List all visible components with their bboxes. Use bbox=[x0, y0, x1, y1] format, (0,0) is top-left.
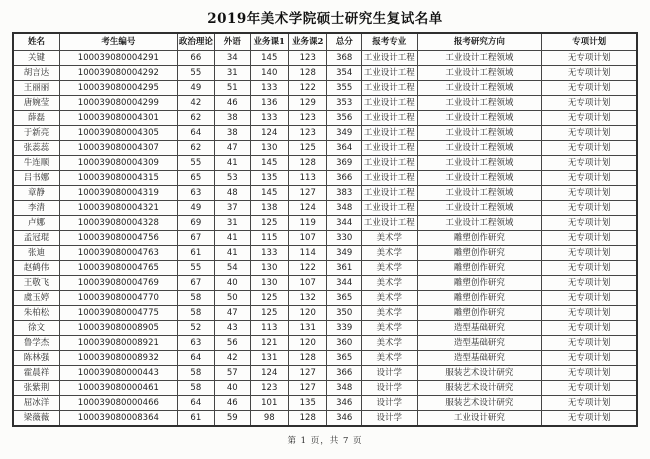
cell-candidate-id: 100039080008905 bbox=[60, 321, 178, 336]
cell-total-score: 344 bbox=[327, 276, 361, 291]
table-row bbox=[13, 291, 637, 306]
cell-course1-score: 140 bbox=[250, 66, 288, 81]
cell-total-score: 346 bbox=[327, 411, 361, 427]
cell-total-score: 330 bbox=[327, 231, 361, 246]
page-number: 第 1 页，共 7 页 bbox=[287, 436, 363, 446]
cell-name: 牛连顺 bbox=[13, 156, 60, 171]
cell-politics-score: 58 bbox=[177, 291, 214, 306]
cell-politics-score: 64 bbox=[177, 126, 214, 141]
cell-foreign-language-score: 46 bbox=[215, 396, 250, 411]
cell-course1-score: 124 bbox=[250, 366, 288, 381]
column-header-course2-score: 业务课2 bbox=[289, 33, 327, 51]
cell-special-plan: 无专项计划 bbox=[542, 201, 637, 216]
cell-course2-score: 128 bbox=[289, 411, 327, 427]
cell-total-score: 353 bbox=[327, 96, 361, 111]
cell-major: 设计学 bbox=[361, 411, 417, 427]
cell-candidate-id: 100039080004763 bbox=[60, 246, 178, 261]
cell-special-plan: 无专项计划 bbox=[542, 81, 637, 96]
cell-major: 设计学 bbox=[361, 366, 417, 381]
table-row bbox=[13, 201, 637, 216]
cell-major: 工业设计工程 bbox=[361, 81, 417, 96]
table-row bbox=[13, 336, 637, 351]
cell-research-direction: 工业设计工程领域 bbox=[417, 66, 542, 81]
cell-politics-score: 63 bbox=[177, 336, 214, 351]
cell-special-plan: 无专项计划 bbox=[542, 171, 637, 186]
cell-politics-score: 64 bbox=[177, 351, 214, 366]
cell-foreign-language-score: 40 bbox=[215, 276, 250, 291]
cell-major: 工业设计工程 bbox=[361, 171, 417, 186]
cell-name: 章静 bbox=[13, 186, 60, 201]
cell-research-direction: 工业设计工程领域 bbox=[417, 141, 542, 156]
cell-foreign-language-score: 59 bbox=[215, 411, 250, 427]
cell-course2-score: 107 bbox=[289, 231, 327, 246]
column-header-major: 报考专业 bbox=[361, 33, 417, 51]
cell-foreign-language-score: 54 bbox=[215, 261, 250, 276]
cell-foreign-language-score: 47 bbox=[215, 306, 250, 321]
cell-research-direction: 雕塑创作研究 bbox=[417, 231, 542, 246]
cell-politics-score: 52 bbox=[177, 321, 214, 336]
cell-candidate-id: 100039080004775 bbox=[60, 306, 178, 321]
cell-name: 张迪 bbox=[13, 246, 60, 261]
cell-course1-score: 115 bbox=[250, 231, 288, 246]
cell-total-score: 355 bbox=[327, 81, 361, 96]
cell-major: 美术学 bbox=[361, 261, 417, 276]
cell-course2-score: 128 bbox=[289, 351, 327, 366]
results-table bbox=[12, 32, 638, 427]
cell-special-plan: 无专项计划 bbox=[542, 231, 637, 246]
cell-politics-score: 69 bbox=[177, 216, 214, 231]
cell-politics-score: 55 bbox=[177, 261, 214, 276]
cell-course1-score: 136 bbox=[250, 96, 288, 111]
cell-name: 张蕊蕊 bbox=[13, 141, 60, 156]
cell-major: 美术学 bbox=[361, 336, 417, 351]
table-row bbox=[13, 261, 637, 276]
cell-total-score: 349 bbox=[327, 246, 361, 261]
table-row bbox=[13, 411, 637, 427]
cell-major: 设计学 bbox=[361, 396, 417, 411]
cell-course1-score: 145 bbox=[250, 51, 288, 66]
cell-course1-score: 135 bbox=[250, 171, 288, 186]
cell-candidate-id: 100039080004769 bbox=[60, 276, 178, 291]
cell-name: 胡言达 bbox=[13, 66, 60, 81]
cell-total-score: 339 bbox=[327, 321, 361, 336]
cell-politics-score: 49 bbox=[177, 81, 214, 96]
cell-foreign-language-score: 43 bbox=[215, 321, 250, 336]
cell-name: 朱柏松 bbox=[13, 306, 60, 321]
cell-course2-score: 125 bbox=[289, 141, 327, 156]
cell-major: 工业设计工程 bbox=[361, 186, 417, 201]
cell-major: 美术学 bbox=[361, 276, 417, 291]
cell-politics-score: 63 bbox=[177, 186, 214, 201]
cell-politics-score: 67 bbox=[177, 231, 214, 246]
cell-total-score: 360 bbox=[327, 336, 361, 351]
cell-politics-score: 62 bbox=[177, 141, 214, 156]
cell-course2-score: 127 bbox=[289, 366, 327, 381]
cell-total-score: 366 bbox=[327, 171, 361, 186]
table-row bbox=[13, 81, 637, 96]
cell-research-direction: 雕塑创作研究 bbox=[417, 246, 542, 261]
cell-total-score: 346 bbox=[327, 396, 361, 411]
cell-course2-score: 129 bbox=[289, 96, 327, 111]
cell-candidate-id: 100039080008932 bbox=[60, 351, 178, 366]
cell-candidate-id: 100039080004765 bbox=[60, 261, 178, 276]
cell-course2-score: 128 bbox=[289, 66, 327, 81]
results-table-head-row bbox=[13, 33, 637, 51]
table-row bbox=[13, 96, 637, 111]
cell-name: 王丽丽 bbox=[13, 81, 60, 96]
cell-candidate-id: 100039080004307 bbox=[60, 141, 178, 156]
cell-candidate-id: 100039080004756 bbox=[60, 231, 178, 246]
cell-special-plan: 无专项计划 bbox=[542, 411, 637, 427]
cell-major: 工业设计工程 bbox=[361, 111, 417, 126]
cell-special-plan: 无专项计划 bbox=[542, 126, 637, 141]
cell-candidate-id: 100039080004292 bbox=[60, 66, 178, 81]
cell-foreign-language-score: 51 bbox=[215, 81, 250, 96]
cell-course1-score: 133 bbox=[250, 111, 288, 126]
cell-foreign-language-score: 41 bbox=[215, 231, 250, 246]
cell-course2-score: 122 bbox=[289, 81, 327, 96]
cell-special-plan: 无专项计划 bbox=[542, 276, 637, 291]
cell-candidate-id: 100039080008921 bbox=[60, 336, 178, 351]
cell-special-plan: 无专项计划 bbox=[542, 336, 637, 351]
cell-major: 工业设计工程 bbox=[361, 156, 417, 171]
cell-foreign-language-score: 38 bbox=[215, 126, 250, 141]
cell-total-score: 354 bbox=[327, 66, 361, 81]
table-row bbox=[13, 381, 637, 396]
cell-foreign-language-score: 40 bbox=[215, 381, 250, 396]
cell-politics-score: 61 bbox=[177, 246, 214, 261]
cell-research-direction: 雕塑创作研究 bbox=[417, 306, 542, 321]
cell-course2-score: 135 bbox=[289, 396, 327, 411]
cell-course1-score: 130 bbox=[250, 261, 288, 276]
cell-course2-score: 113 bbox=[289, 171, 327, 186]
cell-foreign-language-score: 37 bbox=[215, 201, 250, 216]
results-table-body bbox=[13, 51, 637, 427]
cell-course1-score: 145 bbox=[250, 186, 288, 201]
cell-total-score: 368 bbox=[327, 51, 361, 66]
cell-total-score: 356 bbox=[327, 111, 361, 126]
cell-name: 李清 bbox=[13, 201, 60, 216]
cell-name: 孟冠琨 bbox=[13, 231, 60, 246]
cell-course2-score: 124 bbox=[289, 201, 327, 216]
column-header-candidate-id: 考生编号 bbox=[60, 33, 178, 51]
cell-name: 吕书娜 bbox=[13, 171, 60, 186]
cell-name: 关键 bbox=[13, 51, 60, 66]
table-row bbox=[13, 126, 637, 141]
cell-research-direction: 雕塑创作研究 bbox=[417, 261, 542, 276]
cell-special-plan: 无专项计划 bbox=[542, 291, 637, 306]
cell-course1-score: 130 bbox=[250, 141, 288, 156]
table-row bbox=[13, 111, 637, 126]
cell-course2-score: 120 bbox=[289, 336, 327, 351]
cell-candidate-id: 100039080004321 bbox=[60, 201, 178, 216]
cell-course2-score: 114 bbox=[289, 246, 327, 261]
cell-course1-score: 133 bbox=[250, 246, 288, 261]
cell-research-direction: 工业设计工程领域 bbox=[417, 171, 542, 186]
cell-foreign-language-score: 41 bbox=[215, 156, 250, 171]
cell-research-direction: 工业设计工程领域 bbox=[417, 51, 542, 66]
cell-special-plan: 无专项计划 bbox=[542, 396, 637, 411]
cell-foreign-language-score: 48 bbox=[215, 186, 250, 201]
cell-course2-score: 127 bbox=[289, 381, 327, 396]
cell-total-score: 361 bbox=[327, 261, 361, 276]
cell-major: 美术学 bbox=[361, 321, 417, 336]
cell-politics-score: 49 bbox=[177, 201, 214, 216]
cell-research-direction: 造型基础研究 bbox=[417, 351, 542, 366]
cell-foreign-language-score: 47 bbox=[215, 141, 250, 156]
cell-research-direction: 工业设计研究 bbox=[417, 411, 542, 427]
table-row bbox=[13, 246, 637, 261]
cell-major: 工业设计工程 bbox=[361, 66, 417, 81]
cell-foreign-language-score: 31 bbox=[215, 66, 250, 81]
cell-foreign-language-score: 53 bbox=[215, 171, 250, 186]
cell-course1-score: 121 bbox=[250, 336, 288, 351]
table-row bbox=[13, 171, 637, 186]
cell-politics-score: 58 bbox=[177, 366, 214, 381]
cell-candidate-id: 100039080008364 bbox=[60, 411, 178, 427]
cell-name: 屈冰洋 bbox=[13, 396, 60, 411]
cell-politics-score: 58 bbox=[177, 306, 214, 321]
table-row bbox=[13, 396, 637, 411]
cell-candidate-id: 100039080004328 bbox=[60, 216, 178, 231]
cell-politics-score: 61 bbox=[177, 411, 214, 427]
cell-candidate-id: 100039080004291 bbox=[60, 51, 178, 66]
cell-major: 美术学 bbox=[361, 231, 417, 246]
cell-special-plan: 无专项计划 bbox=[542, 321, 637, 336]
cell-name: 王敬飞 bbox=[13, 276, 60, 291]
cell-candidate-id: 100039080004301 bbox=[60, 111, 178, 126]
cell-course2-score: 132 bbox=[289, 291, 327, 306]
table-row bbox=[13, 66, 637, 81]
cell-name: 陈林强 bbox=[13, 351, 60, 366]
column-header-total-score: 总分 bbox=[327, 33, 361, 51]
cell-research-direction: 工业设计工程领域 bbox=[417, 111, 542, 126]
cell-research-direction: 工业设计工程领域 bbox=[417, 81, 542, 96]
cell-special-plan: 无专项计划 bbox=[542, 156, 637, 171]
cell-name: 张紫荆 bbox=[13, 381, 60, 396]
cell-special-plan: 无专项计划 bbox=[542, 186, 637, 201]
cell-politics-score: 64 bbox=[177, 396, 214, 411]
cell-special-plan: 无专项计划 bbox=[542, 351, 637, 366]
cell-course2-score: 123 bbox=[289, 111, 327, 126]
cell-politics-score: 67 bbox=[177, 276, 214, 291]
cell-special-plan: 无专项计划 bbox=[542, 141, 637, 156]
cell-course2-score: 123 bbox=[289, 126, 327, 141]
cell-foreign-language-score: 46 bbox=[215, 96, 250, 111]
cell-foreign-language-score: 56 bbox=[215, 336, 250, 351]
cell-total-score: 344 bbox=[327, 216, 361, 231]
cell-research-direction: 造型基础研究 bbox=[417, 336, 542, 351]
cell-total-score: 348 bbox=[327, 201, 361, 216]
cell-course1-score: 130 bbox=[250, 276, 288, 291]
cell-name: 徐文 bbox=[13, 321, 60, 336]
cell-candidate-id: 100039080000461 bbox=[60, 381, 178, 396]
cell-foreign-language-score: 34 bbox=[215, 51, 250, 66]
cell-research-direction: 工业设计工程领域 bbox=[417, 186, 542, 201]
cell-course1-score: 138 bbox=[250, 201, 288, 216]
cell-major: 工业设计工程 bbox=[361, 96, 417, 111]
cell-course1-score: 145 bbox=[250, 156, 288, 171]
cell-course2-score: 119 bbox=[289, 216, 327, 231]
cell-name: 于新亮 bbox=[13, 126, 60, 141]
cell-research-direction: 工业设计工程领域 bbox=[417, 216, 542, 231]
cell-name: 薛磊 bbox=[13, 111, 60, 126]
cell-name: 霍晨祥 bbox=[13, 366, 60, 381]
cell-major: 工业设计工程 bbox=[361, 51, 417, 66]
cell-foreign-language-score: 57 bbox=[215, 366, 250, 381]
cell-course1-score: 98 bbox=[250, 411, 288, 427]
cell-special-plan: 无专项计划 bbox=[542, 96, 637, 111]
cell-special-plan: 无专项计划 bbox=[542, 306, 637, 321]
cell-major: 工业设计工程 bbox=[361, 126, 417, 141]
cell-major: 工业设计工程 bbox=[361, 141, 417, 156]
cell-politics-score: 58 bbox=[177, 381, 214, 396]
column-header-special-plan: 专项计划 bbox=[542, 33, 637, 51]
cell-special-plan: 无专项计划 bbox=[542, 261, 637, 276]
cell-name: 梁薇薇 bbox=[13, 411, 60, 427]
cell-research-direction: 服装艺术设计研究 bbox=[417, 381, 542, 396]
cell-candidate-id: 100039080004309 bbox=[60, 156, 178, 171]
cell-special-plan: 无专项计划 bbox=[542, 246, 637, 261]
cell-course2-score: 122 bbox=[289, 261, 327, 276]
table-row bbox=[13, 186, 637, 201]
cell-course1-score: 125 bbox=[250, 216, 288, 231]
cell-total-score: 350 bbox=[327, 306, 361, 321]
cell-politics-score: 65 bbox=[177, 171, 214, 186]
cell-major: 设计学 bbox=[361, 381, 417, 396]
cell-course2-score: 123 bbox=[289, 51, 327, 66]
table-row bbox=[13, 321, 637, 336]
cell-total-score: 365 bbox=[327, 291, 361, 306]
table-row bbox=[13, 366, 637, 381]
cell-special-plan: 无专项计划 bbox=[542, 216, 637, 231]
cell-course2-score: 107 bbox=[289, 276, 327, 291]
cell-course1-score: 125 bbox=[250, 306, 288, 321]
cell-politics-score: 55 bbox=[177, 66, 214, 81]
cell-politics-score: 55 bbox=[177, 156, 214, 171]
cell-foreign-language-score: 41 bbox=[215, 246, 250, 261]
table-row bbox=[13, 231, 637, 246]
table-row bbox=[13, 306, 637, 321]
cell-course2-score: 120 bbox=[289, 306, 327, 321]
cell-research-direction: 雕塑创作研究 bbox=[417, 276, 542, 291]
cell-research-direction: 服装艺术设计研究 bbox=[417, 396, 542, 411]
cell-course1-score: 133 bbox=[250, 81, 288, 96]
cell-foreign-language-score: 50 bbox=[215, 291, 250, 306]
cell-candidate-id: 100039080004319 bbox=[60, 186, 178, 201]
table-row bbox=[13, 216, 637, 231]
cell-total-score: 349 bbox=[327, 126, 361, 141]
cell-major: 美术学 bbox=[361, 246, 417, 261]
table-row bbox=[13, 351, 637, 366]
cell-major: 美术学 bbox=[361, 291, 417, 306]
cell-major: 美术学 bbox=[361, 306, 417, 321]
cell-candidate-id: 100039080004770 bbox=[60, 291, 178, 306]
cell-course1-score: 124 bbox=[250, 126, 288, 141]
cell-course2-score: 127 bbox=[289, 186, 327, 201]
cell-research-direction: 服装艺术设计研究 bbox=[417, 366, 542, 381]
cell-name: 虞玉婷 bbox=[13, 291, 60, 306]
cell-foreign-language-score: 38 bbox=[215, 111, 250, 126]
cell-research-direction: 雕塑创作研究 bbox=[417, 291, 542, 306]
cell-candidate-id: 100039080000466 bbox=[60, 396, 178, 411]
cell-total-score: 365 bbox=[327, 351, 361, 366]
column-header-research-direction: 报考研究方向 bbox=[417, 33, 542, 51]
cell-total-score: 366 bbox=[327, 366, 361, 381]
table-row bbox=[13, 141, 637, 156]
page-title: 2019年美术学院硕士研究生复试名单 bbox=[207, 11, 443, 27]
cell-candidate-id: 100039080004295 bbox=[60, 81, 178, 96]
cell-name: 卢娜 bbox=[13, 216, 60, 231]
cell-course1-score: 125 bbox=[250, 291, 288, 306]
cell-name: 鲁学杰 bbox=[13, 336, 60, 351]
cell-special-plan: 无专项计划 bbox=[542, 51, 637, 66]
table-row bbox=[13, 51, 637, 66]
cell-course2-score: 128 bbox=[289, 156, 327, 171]
cell-research-direction: 工业设计工程领域 bbox=[417, 156, 542, 171]
cell-total-score: 348 bbox=[327, 381, 361, 396]
cell-candidate-id: 100039080004305 bbox=[60, 126, 178, 141]
cell-politics-score: 66 bbox=[177, 51, 214, 66]
column-header-foreign-language-score: 外语 bbox=[215, 33, 250, 51]
column-header-course1-score: 业务课1 bbox=[250, 33, 288, 51]
cell-research-direction: 工业设计工程领域 bbox=[417, 201, 542, 216]
cell-foreign-language-score: 31 bbox=[215, 216, 250, 231]
cell-name: 赵鹤伟 bbox=[13, 261, 60, 276]
cell-research-direction: 工业设计工程领域 bbox=[417, 96, 542, 111]
cell-course1-score: 113 bbox=[250, 321, 288, 336]
cell-candidate-id: 100039080000443 bbox=[60, 366, 178, 381]
cell-course1-score: 131 bbox=[250, 351, 288, 366]
cell-course1-score: 123 bbox=[250, 381, 288, 396]
cell-foreign-language-score: 42 bbox=[215, 351, 250, 366]
table-row bbox=[13, 276, 637, 291]
cell-research-direction: 工业设计工程领域 bbox=[417, 126, 542, 141]
cell-name: 唐婉莹 bbox=[13, 96, 60, 111]
cell-major: 美术学 bbox=[361, 351, 417, 366]
cell-major: 工业设计工程 bbox=[361, 216, 417, 231]
cell-politics-score: 62 bbox=[177, 111, 214, 126]
cell-total-score: 383 bbox=[327, 186, 361, 201]
cell-candidate-id: 100039080004315 bbox=[60, 171, 178, 186]
cell-major: 工业设计工程 bbox=[361, 201, 417, 216]
column-header-name: 姓名 bbox=[13, 33, 60, 51]
cell-candidate-id: 100039080004299 bbox=[60, 96, 178, 111]
table-row bbox=[13, 156, 637, 171]
cell-special-plan: 无专项计划 bbox=[542, 381, 637, 396]
cell-total-score: 364 bbox=[327, 141, 361, 156]
cell-special-plan: 无专项计划 bbox=[542, 66, 637, 81]
cell-total-score: 369 bbox=[327, 156, 361, 171]
cell-politics-score: 42 bbox=[177, 96, 214, 111]
cell-course2-score: 131 bbox=[289, 321, 327, 336]
cell-special-plan: 无专项计划 bbox=[542, 111, 637, 126]
cell-special-plan: 无专项计划 bbox=[542, 366, 637, 381]
cell-course1-score: 101 bbox=[250, 396, 288, 411]
cell-research-direction: 造型基础研究 bbox=[417, 321, 542, 336]
column-header-politics-score: 政治理论 bbox=[177, 33, 214, 51]
